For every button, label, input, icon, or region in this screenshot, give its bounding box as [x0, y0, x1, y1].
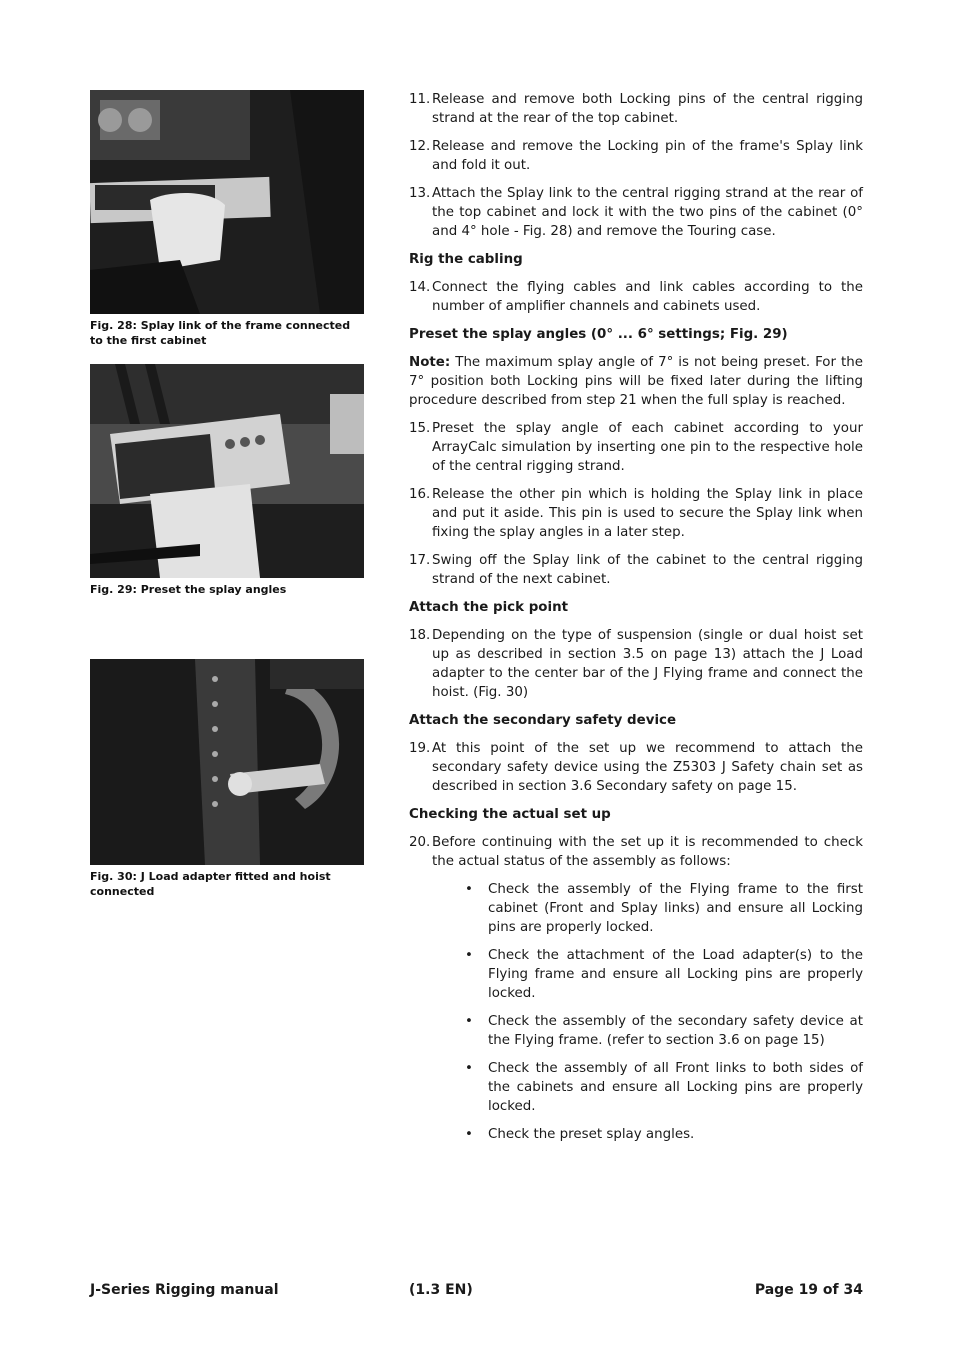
list-item: [465, 1059, 863, 1116]
footer-title: J-Series Rigging manual: [90, 1282, 279, 1298]
figure-30-photo: [90, 659, 364, 865]
list-item-text: Check the assembly of the Flying frame to the first cabinet (Front and Splay links) and ensure all Locking pins are properly locked.: [488, 882, 863, 935]
bullet-icon: •: [465, 948, 473, 963]
step-text: Before continuing with the set up it is recommended to check the actual status of the assembly as follows:: [432, 835, 863, 869]
figure-29-photo: [90, 364, 364, 578]
step-20: [409, 833, 863, 871]
list-item-text: Check the assembly of the secondary safety device at the Flying frame. (refer to section 3.6 on page 15): [488, 1014, 863, 1048]
step-number: 17.: [409, 553, 431, 568]
bullet-icon: •: [465, 1014, 473, 1029]
step-text: Release and remove both Locking pins of the central rigging strand at the rear of the top cabinet.: [432, 92, 863, 126]
step-number: 13.: [409, 186, 431, 201]
step-12: [409, 137, 863, 175]
figure-28-caption: Fig. 28: Splay link of the frame connected to the first cabinet: [90, 319, 351, 347]
step-number: 18.: [409, 628, 431, 643]
list-item-text: Check the attachment of the Load adapter(s) to the Flying frame and ensure all Locking pins are properly locked.: [488, 948, 863, 1001]
step-number: 16.: [409, 487, 431, 502]
main-text-column: [409, 90, 863, 1153]
heading-rig-cabling: Rig the cabling: [409, 252, 523, 267]
heading-pick-point: Attach the pick point: [409, 600, 569, 615]
step-text: Release the other pin which is holding the Splay link in place and put it aside. This pin is used to secure the Splay link when fixing the splay angles in a later step.: [432, 487, 863, 540]
list-item: [465, 1012, 863, 1050]
step-number: 15.: [409, 421, 431, 436]
step-text: Connect the flying cables and link cables according to the number of amplifier channels and cabinets used.: [432, 280, 863, 314]
step-16: [409, 485, 863, 542]
checklist: [409, 880, 863, 1144]
step-number: 20.: [409, 835, 431, 850]
bullet-icon: •: [465, 1127, 473, 1142]
step-text: Preset the splay angle of each cabinet according to your ArrayCalc simulation by inserting one pin to the respective hole of the central rigging strand.: [432, 421, 863, 474]
note-text: The maximum splay angle of 7° is not being preset. For the 7° position both Locking pins will be fixed later during the lifting procedure described from step 21 when the full splay is reached.: [409, 355, 863, 408]
step-13: [409, 184, 863, 241]
figure-29-caption: Fig. 29: Preset the splay angles: [90, 583, 287, 596]
step-15: [409, 419, 863, 476]
step-14: [409, 278, 863, 316]
figure-30-caption: Fig. 30: J Load adapter fitted and hoist connected: [90, 870, 331, 898]
heading-checking-setup: Checking the actual set up: [409, 807, 611, 822]
step-19: [409, 739, 863, 796]
note-paragraph: [409, 353, 863, 410]
bullet-icon: •: [465, 882, 473, 897]
step-number: 14.: [409, 280, 431, 295]
step-text: Attach the Splay link to the central rigging strand at the rear of the top cabinet and lock it with the two pins of the cabinet (0° and 4° hole - Fig. 28) and remove the Touring case.: [432, 186, 863, 239]
step-text: Release and remove the Locking pin of the frame's Splay link and fold it out.: [432, 139, 863, 173]
heading-preset-splay: Preset the splay angles (0° ... 6° settings; Fig. 29): [409, 327, 788, 342]
note-label: Note:: [409, 355, 451, 370]
footer-page-number: Page 19 of 34: [754, 1282, 863, 1298]
step-text: Swing off the Splay link of the cabinet to the central rigging strand of the next cabinet.: [432, 553, 863, 587]
step-number: 11.: [409, 92, 431, 107]
step-18: [409, 626, 863, 702]
step-11: [409, 90, 863, 128]
step-17: [409, 551, 863, 589]
footer-version: (1.3 EN): [409, 1282, 473, 1298]
step-number: 19.: [409, 741, 431, 756]
bullet-icon: •: [465, 1061, 473, 1076]
list-item: [465, 880, 863, 937]
step-text: Depending on the type of suspension (single or dual hoist set up as described in section 3.5 on page 13) attach the J Load adapter to the center bar of the J Flying frame and connect the hoist. (Fig. 30): [432, 628, 863, 700]
list-item-text: Check the assembly of all Front links to both sides of the cabinets and ensure all Locking pins are properly locked.: [488, 1061, 863, 1114]
heading-secondary-safety: Attach the secondary safety device: [409, 713, 677, 728]
list-item-text: Check the preset splay angles.: [488, 1127, 695, 1142]
list-item: [465, 946, 863, 1003]
list-item: [465, 1125, 863, 1144]
figure-28-photo: [90, 90, 364, 314]
step-text: At this point of the set up we recommend to attach the secondary safety device using the Z5303 J Safety chain set as described in section 3.6 Secondary safety on page 15.: [432, 741, 863, 794]
step-number: 12.: [409, 139, 431, 154]
